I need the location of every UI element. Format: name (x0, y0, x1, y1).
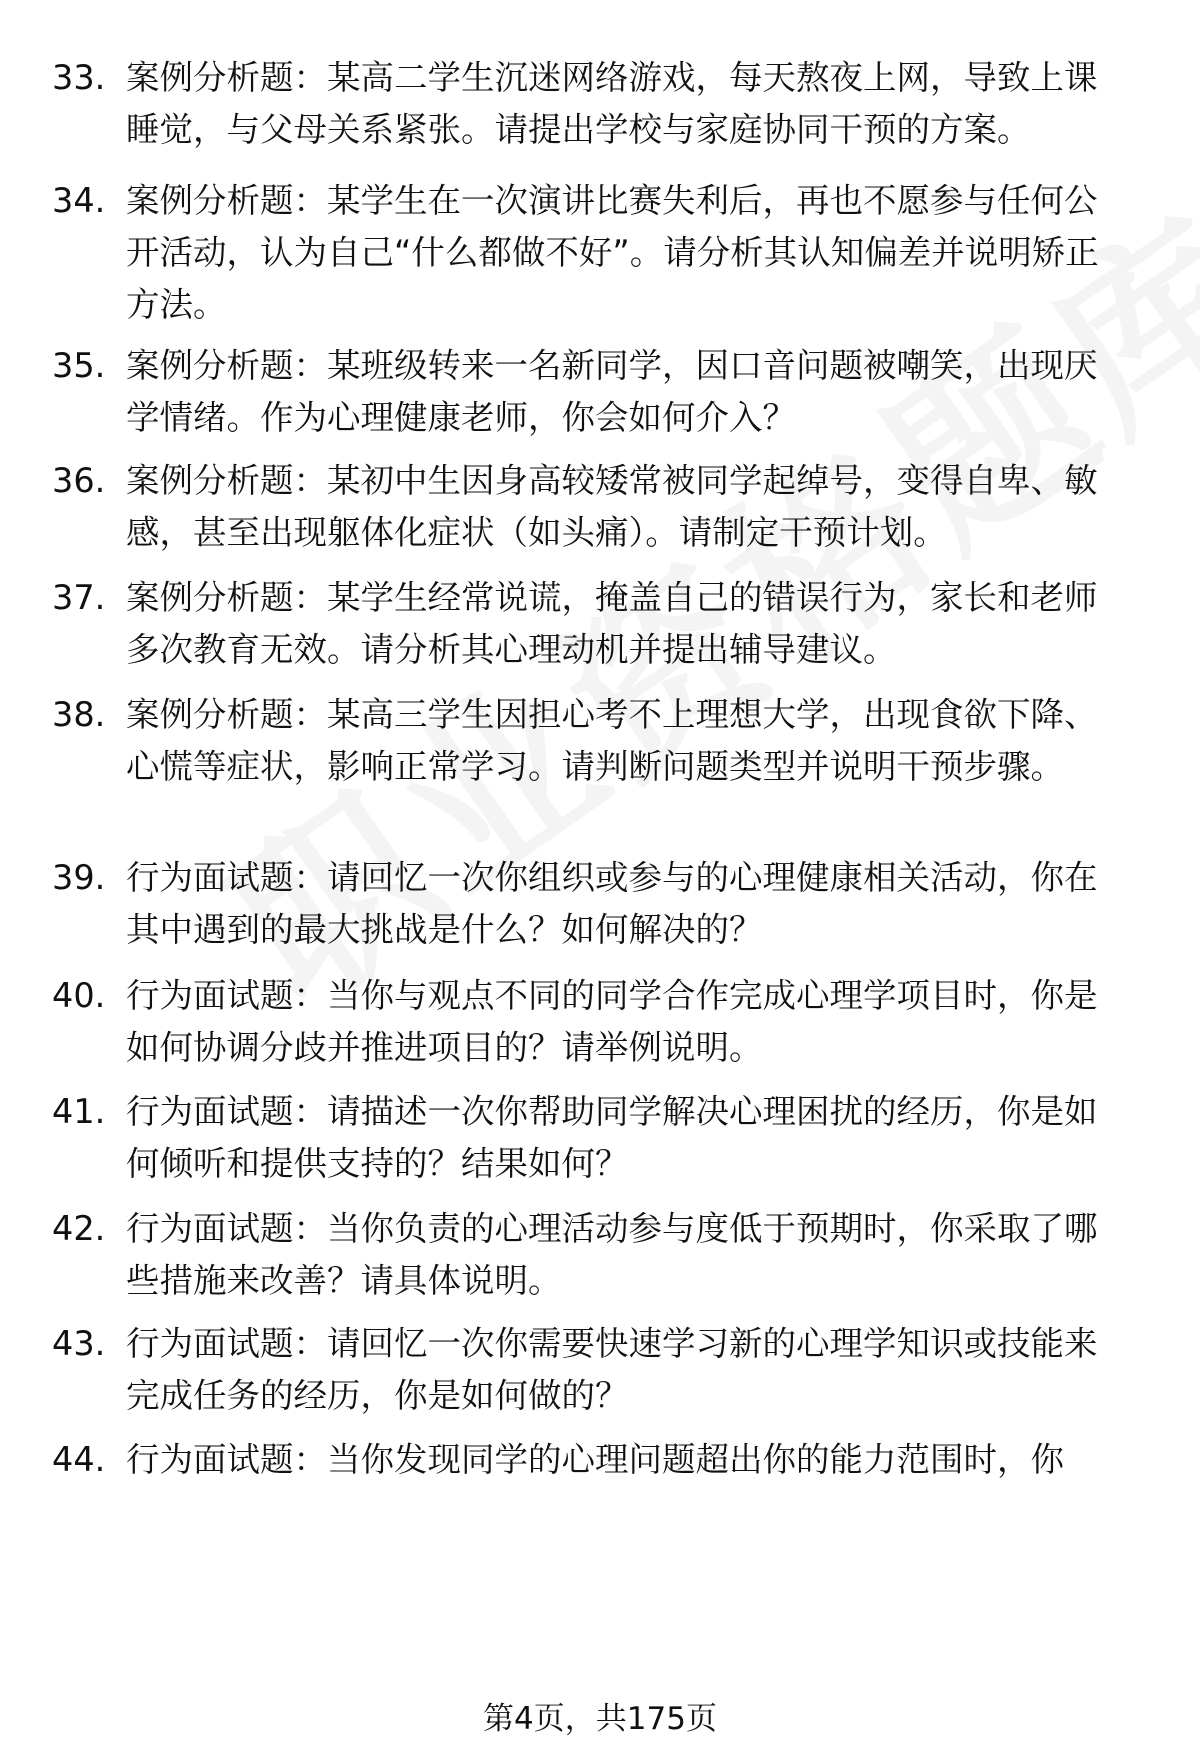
question-text: 行为面试题：当你负责的心理活动参与度低于预期时，你采取了哪些措施来改善？请具体说明。 (126, 1209, 1098, 1300)
question-number: 39. (52, 858, 106, 897)
question-number: 38. (52, 695, 106, 734)
question-item (52, 175, 1150, 331)
question-text: 行为面试题：请描述一次你帮助同学解决心理困扰的经历，你是如何倾听和提供支持的？结果如何？ (126, 1092, 1098, 1183)
question-text: 行为面试题：当你发现同学的心理问题超出你的能力范围时，你 (126, 1440, 1064, 1479)
question-number: 35. (52, 346, 106, 385)
question-number: 40. (52, 976, 106, 1015)
question-item (52, 1434, 1150, 1486)
question-number: 33. (52, 58, 106, 97)
question-number: 41. (52, 1092, 106, 1131)
question-item (52, 572, 1150, 676)
question-text: 案例分析题：某初中生因身高较矮常被同学起绰号，变得自卑、敏感，甚至出现躯体化症状（如头痛）。请制定干预计划。 (126, 461, 1098, 552)
question-number: 36. (52, 461, 106, 500)
question-text: 案例分析题：某学生在一次演讲比赛失利后，再也不愿参与任何公开活动，认为自己“什么都做不好”。请分析其认知偏差并说明矫正方法。 (126, 181, 1099, 324)
question-number: 34. (52, 181, 106, 220)
question-number: 44. (52, 1440, 106, 1479)
question-item (52, 52, 1150, 156)
question-number: 37. (52, 578, 106, 617)
question-number: 42. (52, 1209, 106, 1248)
question-text: 行为面试题：请回忆一次你需要快速学习新的心理学知识或技能来完成任务的经历，你是如何做的？ (126, 1324, 1098, 1415)
question-text: 行为面试题：当你与观点不同的同学合作完成心理学项目时，你是如何协调分歧并推进项目的？请举例说明。 (126, 976, 1098, 1067)
question-text: 案例分析题：某班级转来一名新同学，因口音问题被嘲笑，出现厌学情绪。作为心理健康老师，你会如何介入？ (126, 346, 1098, 437)
question-item (52, 970, 1150, 1074)
page-footer: 第4页，共175页 (483, 1701, 717, 1737)
question-item (52, 1318, 1150, 1422)
question-text: 案例分析题：某高三学生因担心考不上理想大学，出现食欲下降、心慌等症状，影响正常学习。请判断问题类型并说明干预步骤。 (126, 695, 1098, 786)
question-number: 43. (52, 1324, 106, 1363)
question-item (52, 1086, 1150, 1190)
question-item (52, 455, 1150, 559)
question-text: 案例分析题：某学生经常说谎，掩盖自己的错误行为，家长和老师多次教育无效。请分析其心理动机并提出辅导建议。 (126, 578, 1098, 669)
question-item (52, 852, 1150, 956)
question-item (52, 1203, 1150, 1307)
question-text: 案例分析题：某高二学生沉迷网络游戏，每天熬夜上网，导致上课睡觉，与父母关系紧张。请提出学校与家庭协同干预的方案。 (126, 58, 1098, 149)
question-item (52, 689, 1150, 793)
question-text: 行为面试题：请回忆一次你组织或参与的心理健康相关活动，你在其中遇到的最大挑战是什么？如何解决的？ (126, 858, 1098, 949)
question-item (52, 340, 1150, 444)
